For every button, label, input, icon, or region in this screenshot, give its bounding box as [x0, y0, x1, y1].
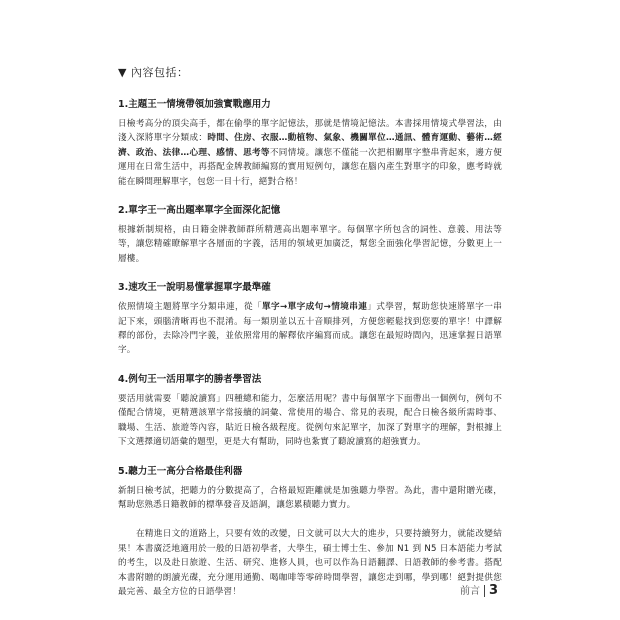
- section-subtitle: 一活用單字的勝者學習法: [156, 373, 262, 385]
- footer-label: 前言: [459, 586, 480, 597]
- section-2: [118, 204, 502, 266]
- text-run: 新制日檢考試，把聽力的分數提高了，合格最短距離就是加強聽力學習。為此，書中還附贈光碟，幫助您熟悉日籍教師的標準發音及語調，讓您累積聽力實力。: [118, 485, 502, 510]
- section-subtitle: 一高分合格最佳利器: [156, 465, 243, 477]
- section-title: [118, 98, 502, 112]
- text-run: 要活用就需要「聽說讀寫」四種總和能力，怎麼活用呢？書中每個單字下面帶出一個例句，例句不僅配合情境，更精選該單字常接續的詞彙、常使用的場合、常見的表現，配合日檢各級所需時事、職場、生活、旅遊等內容，貼近日檢各級程度。從例句來記單字，加深了對單字的理解，對根據上下文選擇適切語彙的題型，更是大有幫助，同時也紮實了聽說讀寫的超強實力。: [118, 393, 502, 448]
- section-title: [118, 465, 502, 479]
- section-5: [118, 465, 502, 513]
- text-run-bold: 時間、住房、衣服…動植物、氣象、機關單位…通訊、體育運動、藝術…經濟、政治、法律…心理、感情、思考等: [118, 133, 502, 158]
- text-run: 」式學習，幫助您快速將單字一串記下來，頭腦清晰再也不混淆。每一類別並以五十音順排列，方便您輕鬆找到您要的單字！中譯解釋的部份，去除冷門字義，並依照常用的解釋依序編寫而成。讓您在最短時間內，迅速掌握日語單字。: [118, 302, 503, 356]
- contents-heading: ▼ 內容包括：: [118, 66, 189, 79]
- text-run: 依照情境主題將單字分類串連，從「: [118, 302, 262, 313]
- text-run: 日檢考高分的頂尖高手，都在偷學的單字記憶法，那就是情境記憶法。本書採用情境式學習法，由淺入深將單字分類成：: [118, 119, 502, 144]
- section-title-main: 4.例句王: [118, 373, 157, 385]
- section-title-main: 2.單字王: [118, 205, 157, 217]
- page-footer: [460, 584, 498, 599]
- closing-paragraph: 在精進日文的道路上，只要有效的改變，日文就可以大大的進步，只要持續努力，就能改變結果！本書廣泛地適用於一般的日語初學者，大學生，碩士博士生、參加 N1 到 N5 日本語能力考試的考生，以及赴日旅遊、生活、研究、進修人員，也可以作為日語翻譯、日語教師的參考書。搭配本書附贈的朗讀光碟，充分運用通勤、喝咖啡等零碎時間學習，讓您走到哪，學到哪！絕對提供您最完善、最全方位的日語學習！: [118, 529, 502, 597]
- section-title: [118, 373, 502, 387]
- section-paragraph: [118, 223, 502, 266]
- text-run-bold: 單字→單字成句→情境串連: [262, 302, 368, 313]
- section-paragraph: [118, 484, 502, 513]
- section-subtitle: 一情境帶領加強實戰應用力: [156, 99, 271, 110]
- section-subtitle: 一高出題率單字全面深化記憶: [156, 205, 281, 217]
- text-run: 根據新制規格，由日籍金牌教師群所精選高出題率單字。每個單字所包含的詞性、意義、用法等等，讓您精確瞭解單字各層面的字義，活用的領域更加廣泛，幫您全面強化學習記憶，分數更上一層樓。: [118, 225, 502, 264]
- page-number: 3: [488, 583, 498, 598]
- section-4: [118, 373, 502, 450]
- section-3: [118, 281, 502, 358]
- section-title: [118, 281, 502, 295]
- section-subtitle: 一說明易懂掌握單字最準確: [156, 282, 271, 294]
- section-title-main: 1.主題王: [118, 99, 157, 110]
- section-paragraph: [118, 117, 502, 189]
- section-paragraph: [118, 392, 502, 450]
- section-title-main: 5.聽力王: [118, 465, 157, 477]
- page-content: [118, 66, 502, 614]
- section-title: [118, 204, 502, 218]
- text-run: 不同情境。讓您不僅能一次把相關單字整串背起來，邊方便運用在日常生活中，再搭配金牌教師編寫的實用短例句，讓您在腦內產生對單字的印象，應考時就能在瞬間理解單字，包您一目十行，絕對合格！: [118, 147, 503, 187]
- section-paragraph: [118, 300, 502, 358]
- section-title-main: 3.速攻王: [118, 282, 157, 294]
- section-1: [118, 98, 502, 189]
- footer-divider: [484, 585, 485, 597]
